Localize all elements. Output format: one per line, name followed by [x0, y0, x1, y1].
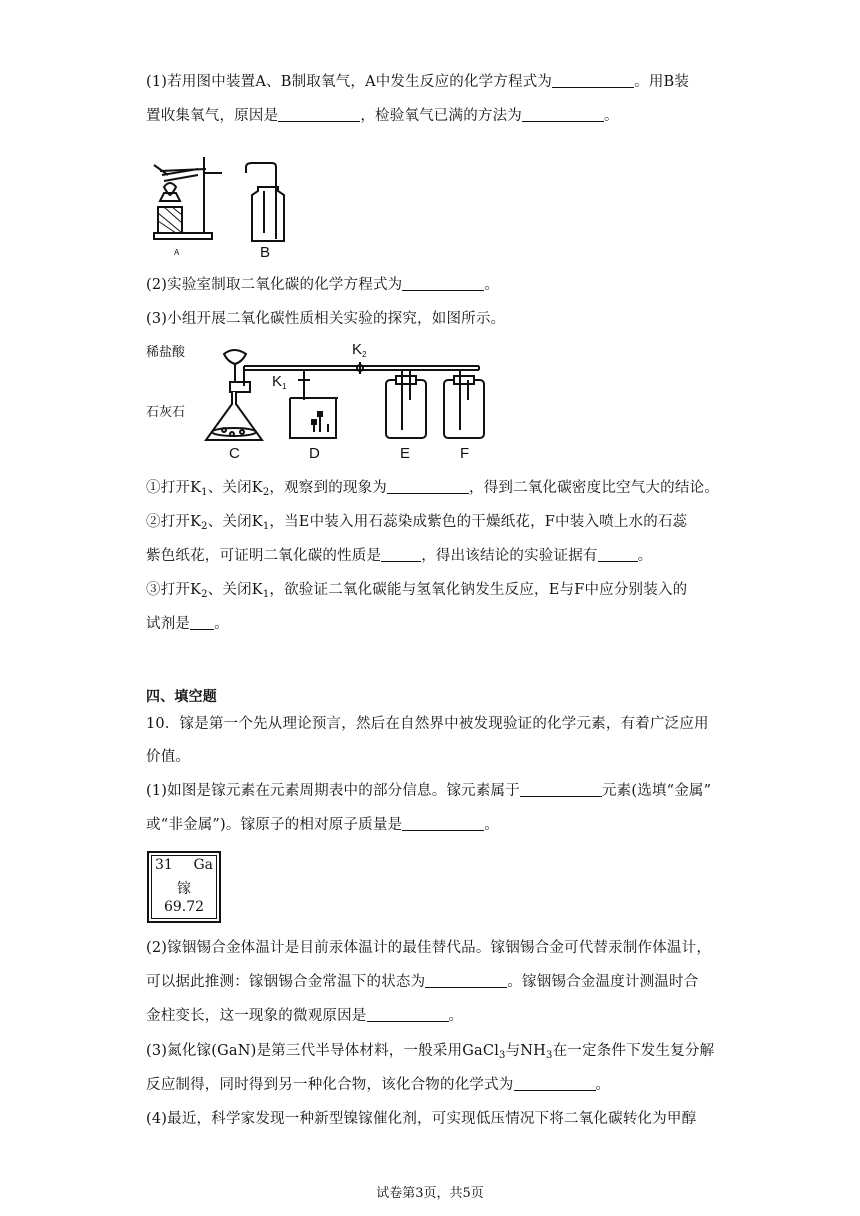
element-name: 镓 [177, 881, 191, 897]
answer-blank[interactable] [387, 479, 469, 494]
q9-part3 [146, 309, 505, 329]
atomic-number: 31 [155, 857, 173, 873]
q10-intro-line1: 10．镓是第一个先从理论预言，然后在自然界中被发现验证的化学元素，有着广泛应用 [146, 716, 709, 732]
answer-blank[interactable] [514, 1076, 596, 1091]
label-e: E [400, 445, 411, 462]
element-symbol: Ga [193, 857, 213, 873]
q10-part1-line1 [146, 781, 711, 801]
text: (3)氮化镓(GaN)是第三代半导体材料，一般采用GaCl [146, 1043, 500, 1059]
q9-step3-line2 [146, 614, 229, 634]
text: 紫色纸花，可证明二氧化碳的性质是 [146, 548, 382, 564]
apparatus-cdef-figure [146, 340, 496, 466]
subscript: 3 [546, 1050, 553, 1061]
answer-blank[interactable] [520, 782, 602, 797]
answer-blank[interactable] [367, 1007, 449, 1022]
text: 。镓铟锡合金温度计测温时合 [507, 974, 699, 990]
answer-blank[interactable] [278, 107, 360, 122]
label-f: F [460, 445, 470, 462]
answer-blank[interactable] [425, 973, 507, 988]
apparatus-ab-figure [146, 145, 306, 261]
text: ，得出该结论的实验证据有 [421, 548, 598, 564]
figure-label-a: A [174, 248, 180, 257]
q10-part1-line2 [146, 815, 499, 835]
text: (2)实验室制取二氧化碳的化学方程式为 [146, 277, 403, 293]
text: 元素(选填“金属” [601, 783, 712, 799]
q9-part2 [146, 275, 499, 295]
subscript: 3 [499, 1050, 506, 1061]
text: 试剂是 [146, 616, 191, 632]
answer-blank[interactable] [190, 615, 214, 630]
answer-blank[interactable] [381, 547, 421, 562]
text: ，观察到的现象为 [269, 480, 388, 496]
text: 置收集氧气，原因是 [146, 108, 279, 124]
text: (1)如图是镓元素在元素周期表中的部分信息。镓元素属于 [146, 783, 520, 799]
label-k1: $K_1$ [272, 373, 287, 391]
q9-part1-line2 [146, 106, 619, 126]
text: 。 [637, 548, 653, 564]
text: 。 [214, 616, 229, 632]
q9-step3-line1 [146, 580, 687, 605]
label-d: D [309, 445, 320, 462]
text: 、关闭K [207, 480, 263, 496]
q10-part2-line3 [146, 1006, 463, 1026]
text: 可以据此推测：镓铟锡合金常温下的状态为 [146, 974, 426, 990]
text: (3)小组开展二氧化碳性质相关实验的探究，如图所示。 [146, 311, 506, 327]
text: 。用B装 [634, 74, 690, 90]
q9-part1-line1 [146, 72, 689, 92]
label-limestone: 石灰石 [146, 405, 186, 420]
text: 。 [604, 108, 619, 124]
text: ，当E中装入用石蕊染成紫色的干燥纸花，F中装入喷上水的石蕊 [269, 514, 688, 530]
answer-blank[interactable] [402, 276, 484, 291]
q10-part4-line1: (4)最近，科学家发现一种新型镍镓催化剂，可实现低压情况下将二氧化碳转化为甲醇 [146, 1111, 697, 1127]
q9-step2-line2 [146, 546, 652, 566]
text: 。 [595, 1077, 611, 1093]
text: ，得到二氧化碳密度比空气大的结论。 [469, 480, 719, 496]
q10-part3-line1 [146, 1041, 714, 1066]
subscript: 1 [201, 487, 208, 498]
q9-step1 [146, 478, 719, 503]
q10-part2-line1: (2)镓铟锡合金体温计是目前汞体温计的最佳替代品。镓铟锡合金可代替汞制作体温计， [146, 940, 712, 956]
text: 、关闭K [207, 582, 263, 598]
answer-blank[interactable] [402, 816, 484, 831]
atomic-mass: 69.72 [163, 899, 205, 915]
text: 。 [484, 277, 500, 293]
label-k2: $K_2$ [352, 341, 367, 359]
subscript: 1 [262, 521, 270, 532]
text: ①打开K [146, 480, 202, 496]
figure-label-b: B [260, 244, 271, 261]
text: ③打开K [146, 582, 202, 598]
text: 金柱变长，这一现象的微观原因是 [146, 1008, 367, 1024]
label-dilute-hcl: 稀盐酸 [146, 345, 186, 360]
label-c: C [229, 445, 240, 462]
subscript: 1 [262, 589, 270, 600]
answer-blank[interactable] [522, 107, 604, 122]
text: ，欲验证二氧化碳能与氢氧化钠发生反应，E与F中应分别装入的 [269, 582, 688, 598]
text: 或“非金属”)。镓原子的相对原子质量是 [146, 817, 403, 833]
text: 、关闭K [207, 514, 263, 530]
subscript: 2 [201, 589, 208, 600]
text: 与NH [505, 1043, 547, 1059]
section-heading: 四、填空题 [146, 689, 217, 705]
text: ②打开K [146, 514, 202, 530]
text: ，检验氧气已满的方法为 [360, 108, 523, 124]
text: 。 [484, 817, 499, 833]
answer-blank[interactable] [598, 547, 638, 562]
text: 。 [448, 1008, 464, 1024]
answer-blank[interactable] [552, 73, 634, 88]
element-cell [147, 851, 221, 923]
q10-part3-line2 [146, 1075, 610, 1095]
page-footer: 试卷第3页，共5页 [376, 1186, 484, 1201]
q10-intro-line2: 价值。 [146, 749, 191, 765]
text: (1)若用图中装置A、B制取氧气，A中发生反应的化学方程式为 [146, 74, 553, 90]
subscript: 2 [201, 521, 208, 532]
text: 反应制得，同时得到另一种化合物，该化合物的化学式为 [146, 1077, 514, 1093]
q10-part2-line2 [146, 972, 698, 992]
text: 在一定条件下发生复分解 [552, 1043, 715, 1059]
subscript: 2 [262, 487, 270, 498]
q9-step2-line1 [146, 512, 687, 537]
